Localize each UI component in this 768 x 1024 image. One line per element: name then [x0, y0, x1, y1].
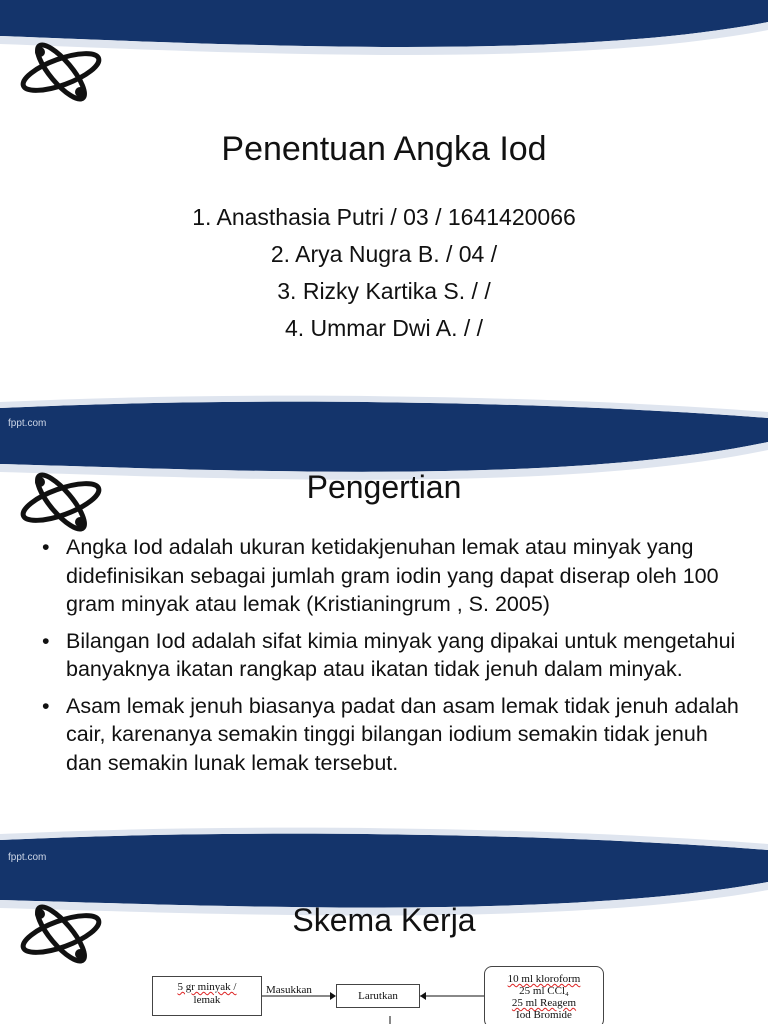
flow-diagram — [0, 880, 768, 1024]
author-item: 1. Anasthasia Putri / 03 / 1641420066 — [192, 204, 576, 230]
bullet-item: • Angka Iod adalah ukuran ketidakjenuhan lemak atau minyak yang didefinisikan sebagai jumlah gram iodin yang dapat diserap oleh 100 gram minyak atau lemak (Kristianingrum , S. 2005) — [40, 533, 740, 619]
bullet-list — [40, 533, 740, 785]
footer-watermark: fppt.com — [8, 852, 47, 863]
slide-workflow — [0, 880, 768, 1024]
flow-box-text: 5 gr minyak / — [177, 981, 237, 993]
flow-box-text: 25 ml CCl₄ — [519, 985, 569, 997]
author-item: 2. Arya Nugra B. / 04 / — [270, 241, 498, 267]
author-item: 4. Ummar Dwi A. / / — [284, 315, 484, 341]
atom-logo-icon — [18, 40, 104, 109]
slide-title-heading: Penentuan Angka Iod — [221, 130, 547, 168]
footer-watermark: fppt.com — [8, 418, 47, 429]
flow-box-text: Iod Bromide — [516, 1009, 572, 1021]
flow-box-text: lemak — [193, 994, 221, 1006]
author-item: 3. Rizky Kartika S. / / — [277, 278, 491, 304]
flow-box-text: 25 ml Reagem — [511, 997, 577, 1009]
flow-box-dissolve — [336, 984, 420, 1008]
flow-box-reagents — [484, 966, 604, 1024]
flow-box-text: 10 ml kloroform — [507, 973, 581, 985]
slide-heading: Skema Kerja — [292, 902, 476, 938]
slide-heading: Pengertian — [306, 469, 462, 505]
bullet-item: • Asam lemak jenuh biasanya padat dan asam lemak tidak jenuh adalah cair, karenanya semakin tinggi bilangan iodium semakin tidak jenuh dan semakin lunak lemak tersebut. — [40, 692, 740, 778]
author-list — [0, 199, 768, 347]
slide-definition — [0, 440, 768, 880]
flow-arrow-label: Masukkan — [266, 984, 312, 996]
bullet-item: • Bilangan Iod adalah sifat kimia minyak yang dipakai untuk mengetahui banyaknya ikatan rangkap atau ikatan tidak jenuh dalam minyak. — [40, 627, 740, 684]
flow-box-text: Larutkan — [358, 990, 398, 1002]
slide-title — [0, 0, 768, 440]
